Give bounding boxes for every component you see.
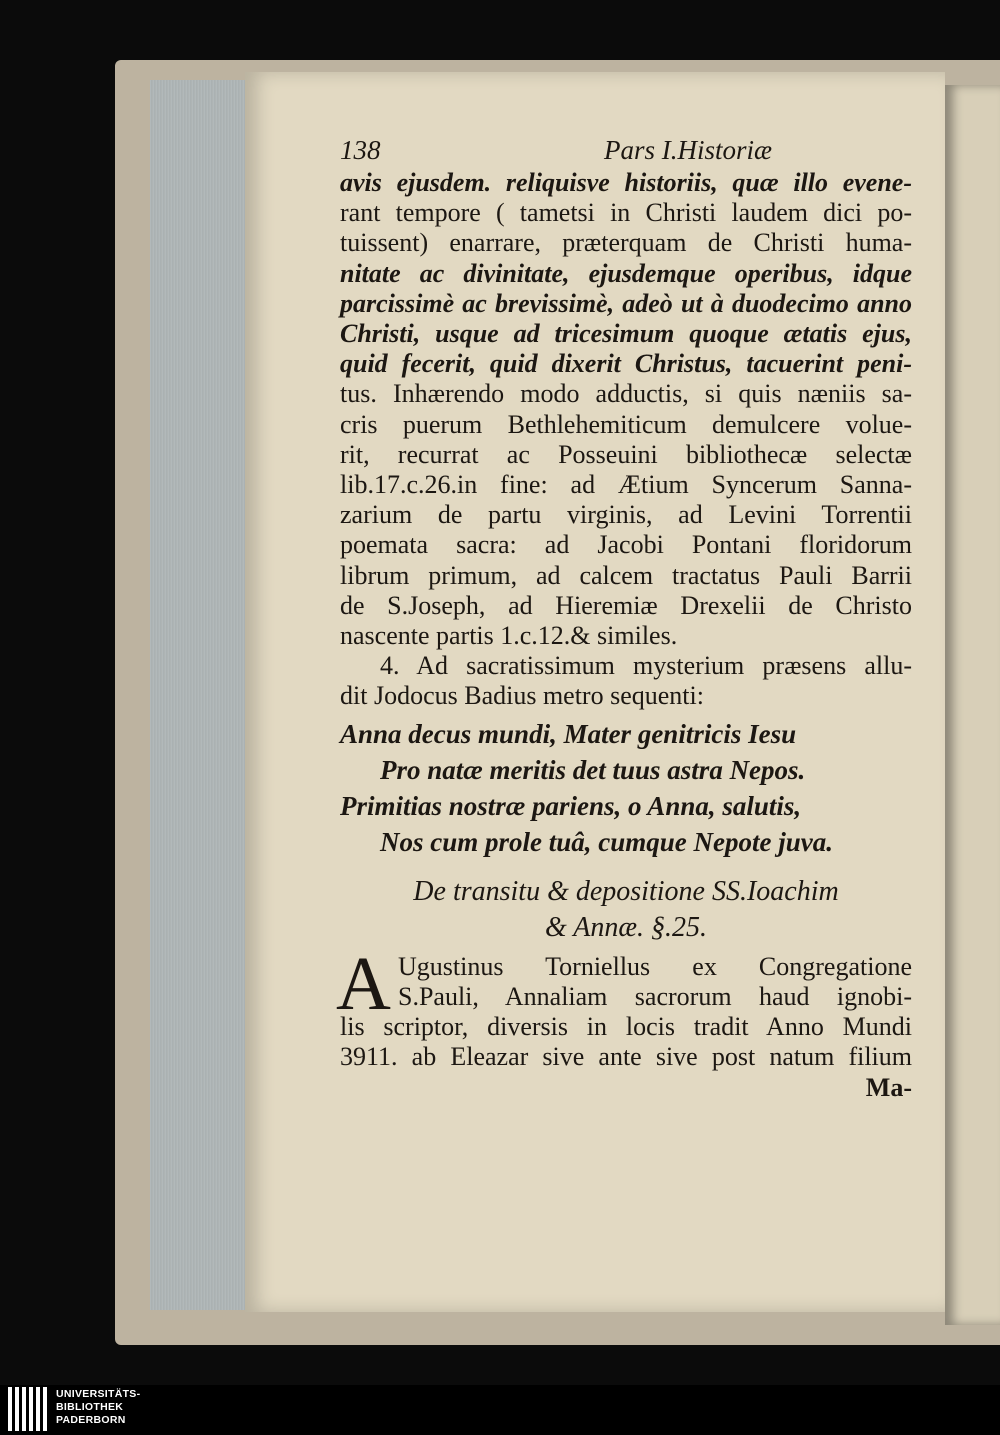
section-heading <box>340 874 912 946</box>
text-line: S.Pauli, Annaliam sacrorum haud ignobi- <box>398 981 912 1011</box>
text-line: 3911. ab Eleazar sive ante sive post natum filium <box>340 1042 912 1072</box>
library-footer <box>0 1385 1000 1435</box>
text-line: rit, recurrat ac Posseuini bibliothecæ selectæ <box>340 439 912 469</box>
text-line: nascente partis 1.c.12.& similes. <box>340 621 678 651</box>
text-line: lis scriptor, diversis in locis tradit Anno Mundi <box>340 1012 912 1042</box>
text-line: quid fecerit, quid dixerit Christus, tacuerint peni- <box>340 349 912 379</box>
text-line: tus. Inhærendo modo adductis, si quis næniis sa- <box>340 379 912 409</box>
verse-line: Pro natæ meritis det tuus astra Nepos. <box>380 754 806 785</box>
text-line: cris puerum Bethlehemiticum demulcere volue- <box>340 409 912 439</box>
logo-line: BIBLIOTHEK <box>56 1401 124 1413</box>
verse-block <box>340 716 912 860</box>
paragraph-body <box>340 168 912 651</box>
text-line: 4. Ad sacratissimum mysterium præsens allu- <box>380 651 912 681</box>
text-line: nitate ac divinitate, ejusdemque operibus, idque <box>340 258 912 288</box>
heading-line: De transitu & depositione SS.Ioachim <box>413 875 839 907</box>
catchword: Ma- <box>865 1073 912 1103</box>
final-paragraph <box>336 941 912 1073</box>
text-line: Ugustinus Torniellus ex Congregatione <box>398 951 912 981</box>
text-line: tuissent) enarrare, præterquam de Christi huma- <box>340 228 912 258</box>
heading-line: & Annæ. §.25. <box>544 911 708 943</box>
text-line: rant tempore ( tametsi in Christi laudem dici po- <box>340 198 912 228</box>
page-header <box>340 135 912 166</box>
page-edges <box>150 80 250 1310</box>
logo-line: PADERBORN <box>56 1414 126 1426</box>
verse-line: Primitias nostræ pariens, o Anna, salutis, <box>340 790 802 821</box>
running-head: Pars I.Historiæ <box>603 135 772 165</box>
text-line: poemata sacra: ad Jacobi Pontani floridorum <box>340 530 912 560</box>
verse-line: Anna decus mundi, Mater genitricis Iesu <box>340 718 797 749</box>
facing-page-edge <box>945 85 1000 1325</box>
verse-line: Nos cum prole tuâ, cumque Nepote juva. <box>380 826 833 857</box>
text-line: de S.Joseph, ad Hieremiæ Drexelii de Christo <box>340 590 912 620</box>
text-line: Christi, usque ad tricesimum quoque ætatis ejus, <box>340 319 912 349</box>
text-line: parcissimè ac brevissimè, adeò ut à duodecimo anno <box>340 288 912 318</box>
library-logo-icon <box>8 1387 48 1431</box>
text-line: librum primum, ad calcem tractatus Pauli Barrii <box>340 560 912 590</box>
logo-line: UNIVERSITÄTS- <box>56 1388 141 1400</box>
page-number: 138 <box>340 135 381 165</box>
drop-cap: A <box>336 941 391 1026</box>
library-logo-text <box>56 1388 140 1427</box>
paragraph-4 <box>340 651 912 711</box>
text-line: zarium de partu virginis, ad Levini Torrentii <box>340 500 912 530</box>
text-line: lib.17.c.26.in fine: ad Ætium Syncerum Sanna- <box>340 470 912 500</box>
text-line: dit Jodocus Badius metro sequenti: <box>340 681 704 711</box>
page-text <box>336 135 912 1104</box>
text-line: avis ejusdem. reliquisve historiis, quæ illo evene- <box>340 168 912 197</box>
